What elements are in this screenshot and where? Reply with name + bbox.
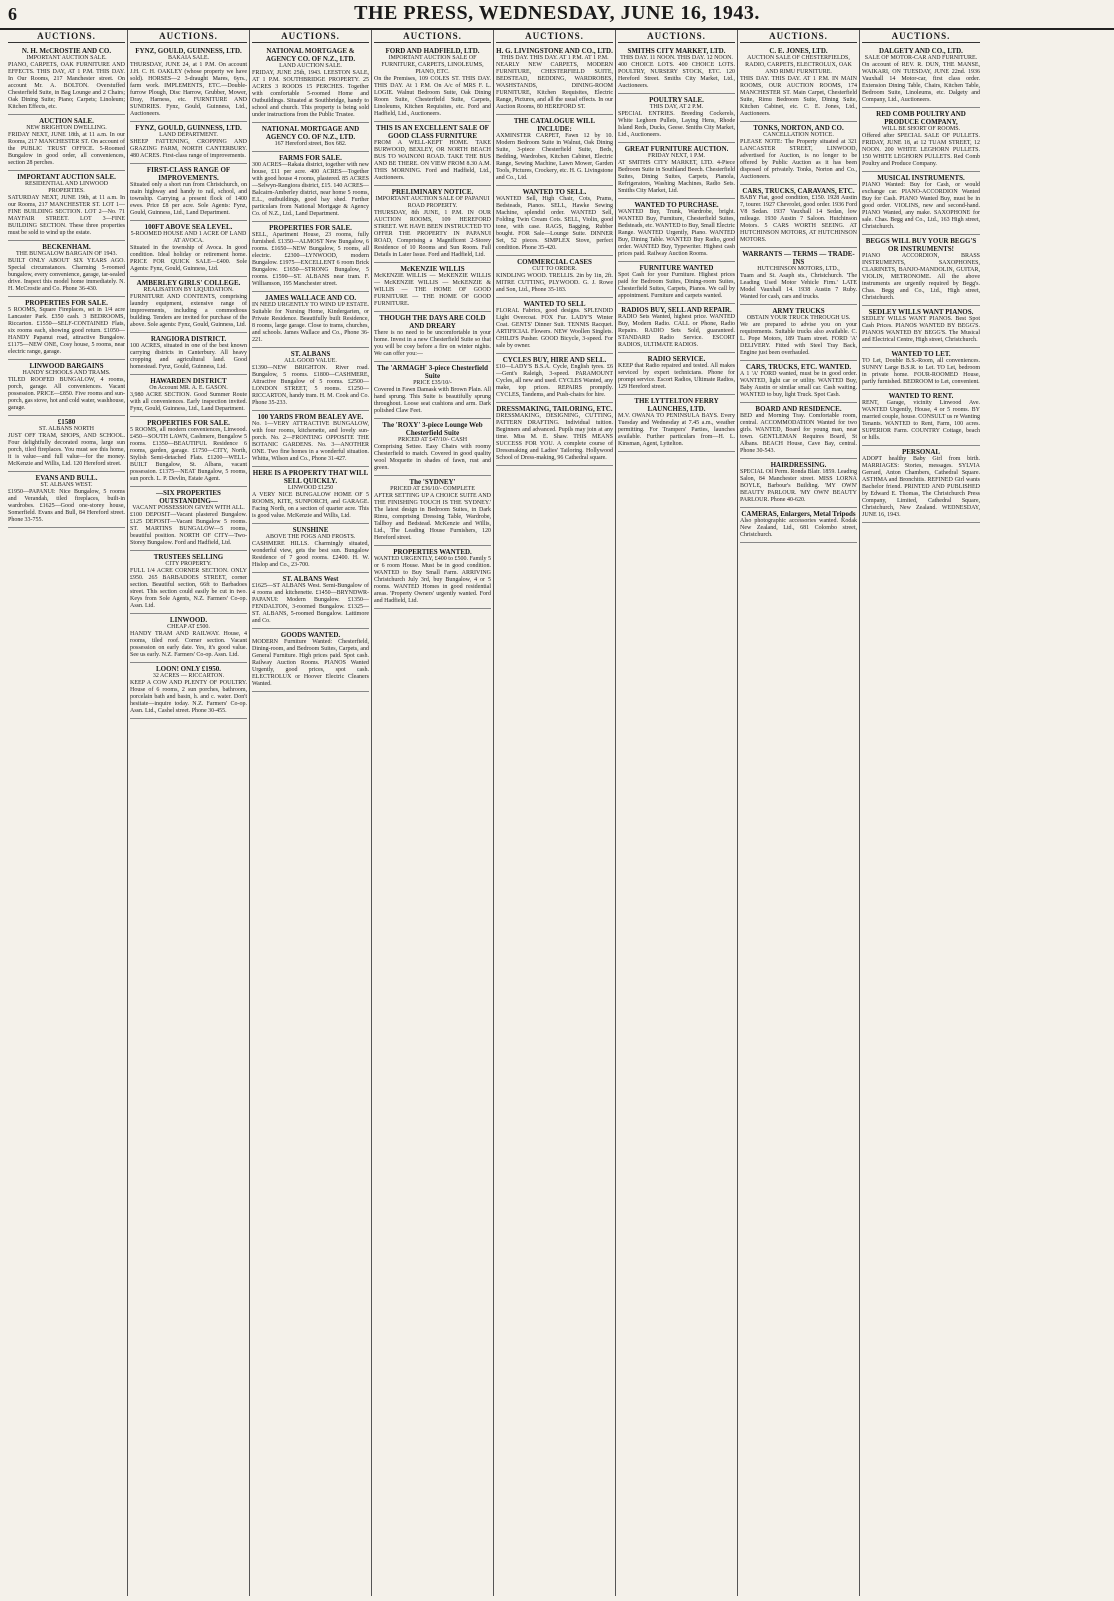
classified-ad: [130, 487, 247, 551]
ad-subheading: REALISATION BY LIQUIDATION.: [143, 287, 234, 293]
ad-heading: —SIX PROPERTIES OUTSTANDING—: [156, 489, 221, 505]
ad-body: SPECIAL ENTRIES. Breeding Cockerels, White Leghorn Pullets, Laying Hens, Rhode Island Reds, Ducks, Geese. Smiths City Market, Ltd., Auctioneers.: [618, 111, 735, 138]
ad-heading: HERE IS A PROPERTY THAT WILL SELL QUICKLY.: [252, 469, 369, 485]
ad-heading: BOARD AND RESIDENCE.: [755, 405, 842, 413]
ad-body: PIANO ACCORDION, BRASS INSTRUMENTS, SAXOPHONES, CLARINETS, BANJO-MANDOLIN, GUITAR, VIOLIN, METRONOME. All the above instruments are urgently required by Begg's. Chas. Begg and Co., Ltd., High street, Christchurch.: [862, 253, 980, 301]
ad-body: Situated in the township of Avoca. In good condition. Ideal holiday or retirement home. PRICE FOR QUICK SALE—£400. Sole Agents: Fynz, Gould, Guinness, Ltd.: [130, 245, 247, 272]
ad-heading: FYNZ, GOULD, GUINNESS, LTD.: [135, 124, 242, 132]
classified-ad: [252, 152, 369, 222]
ad-subheading: 5-ROOMED HOUSE AND 1 ACRE OF LAND AT AVOCA.: [130, 231, 247, 244]
ad-body: Offered after SPECIAL SALE OF PULLETS. FRIDAY, JUNE 18, at 12 TUAM STREET, 12 NOON. 200 WHITE LEGHORN PULLETS. 150 WHITE LEGHORN PULLETS. Red Comb Poultry and Produce Company.: [862, 133, 980, 167]
ad-subheading: LAND AUCTION SALE.: [279, 63, 342, 69]
ad-body: PIANO, CARPETS, OAK FURNITURE AND EFFECTS. THIS DAY, AT 1 P.M. THIS DAY. In Our Rooms, 217 Manchester street. On account Mr. A. BOLTON. Overstuffed Chesterfield Suite, in Bag Lounge and 2 Chairs; Oak Dining Suite; Piano; Carpets; Linoleum; Kitchen Effects, etc.: [8, 62, 125, 110]
ad-heading: TRUSTEES SELLING: [153, 553, 224, 561]
ad-heading: PROPERTIES FOR SALE.: [25, 299, 108, 307]
ad-subheading: On Account MR. A. E. GASON.: [149, 385, 228, 391]
column-heading: AUCTIONS.: [130, 30, 247, 43]
ad-heading: COMMERCIAL CASES: [517, 258, 592, 266]
ad-subheading: LAND DEPARTMENT.: [159, 132, 218, 138]
column-6: [616, 30, 738, 1596]
ad-heading: ST. ALBANS West: [282, 575, 339, 583]
classified-ad: [8, 416, 125, 472]
classified-ad: [740, 122, 857, 185]
ad-body: TO Let, Double B.S.-Room, all conveniences. SUNNY Large B.S.R. to Let. TO Let, bedroom in private home. FOUR-ROOMED House, partly furnished. BEDROOM to Let, convenient.: [862, 358, 980, 385]
classified-ad: [374, 362, 491, 419]
ad-body: THURSDAY, 8th JUNE, 1 P.M. IN OUR AUCTION ROOMS, 109 HEREFORD STREET. WE HAVE BEEN INSTRUCTED TO OFFER THE PROPERTY IN PAPANUI ROAD, Comprising a Magnificent 2-Storey Residence of 10 Rooms and Sun Room. Full Details in Later Issue. Ford and Hadfield, Ltd.: [374, 210, 491, 258]
ad-heading: WANTED TO SELL.: [522, 188, 587, 196]
classified-ad: [130, 221, 247, 277]
classified-ad: [618, 353, 735, 395]
ad-body: M.V. OWANA TO PENINSULA BAYS. Every Tuesday and Wednesday at 7.45 a.m., weather permitting. For Trampers' Parties, launches available. Further particulars from—H. L. Kinsman, Agent, Lyttelton.: [618, 413, 735, 447]
ad-heading: WARRANTS — TERMS — TRADE-INS: [742, 250, 855, 266]
ad-subheading: AUCTION SALE OF CHESTERFIELDS, RADIO, CARPETS, ELECTROLUX, OAK AND RIMU FURNITURE.: [745, 55, 852, 75]
ad-heading: PROPERTIES WANTED.: [393, 548, 472, 556]
classified-ad: [130, 551, 247, 614]
classified-ad: [740, 45, 857, 122]
page-number: 6: [8, 4, 17, 24]
classified-ad: [740, 185, 857, 248]
ad-body: TILED ROOFED BUNGALOW, 4 rooms, porch, garage. All conveniences. Vacant possession. PRICE—£850. Five rooms and sun-porch, gas stove, hot and cold water, washhouse, garage.: [8, 377, 125, 411]
ad-body: FRIDAY, JUNE 25th, 1943. LEESTON SALE, AT 1 P.M. SOUTHBRIDGE PROPERTY. 25 ACRES 3 ROODS 15 PERCHES. Together with comfortable 5-roomed Home and Outbuildings. Situated at Southbridge, handy to school and church. This property is being sold under instructions from the Public Trustee.: [252, 70, 369, 118]
ad-body: Comprising Settee. Easy Chairs with roomy Chesterfield to match. Covered in good quality wool Moquette in shades of fawn, rust and green.: [374, 444, 491, 471]
ad-body: FRIDAY NEXT, JUNE 18th, at 11 a.m. In our Rooms, 217 MANCHESTER ST. On account of the PUBLIC TRUST OFFICE. 5-Roomed Bungalow in good order, all conveniences, section 28 perches.: [8, 132, 125, 166]
ad-subheading: IMPORTANT AUCTION SALE.: [26, 55, 107, 61]
classified-ad: [496, 115, 613, 186]
ad-body: A VERY NICE BUNGALOW HOME OF 5 ROOMS, KITE, SUNPORCH, and GARAGE. Facing North, on a section of quarter acre. This is good value. McKenzie and Willis, Ltd.: [252, 492, 369, 519]
classified-ad: [862, 235, 980, 306]
classified-ad: [740, 403, 857, 459]
ad-heading: RED COMB POULTRY AND PRODUCE COMPANY,: [876, 110, 966, 126]
column-heading: AUCTIONS.: [862, 30, 980, 43]
ad-heading: CYCLES BUY, HIRE AND SELL.: [502, 356, 607, 364]
classified-ad: [130, 375, 247, 417]
classified-ad: [618, 395, 735, 452]
column-heading: AUCTIONS.: [740, 30, 857, 43]
classified-ad: [496, 45, 613, 115]
ad-body: 300 ACRES—Rakaia district, together with new house, £11 per acre. 400 ACRES—Together with good house 4 rooms, plastered. 85 ACRES—Selwyn-Rangiora district, £15. 140 ACRES—Balcairn-Amberley district, near home 5 rooms, E.L., outbuildings, good hay shed. Further particulars from National Mortgage & Agency Co. of N.Z., Ltd., Land Department.: [252, 162, 369, 217]
ad-body: 5 ROOMS, all modern conveniences, Linwood. £450—SOUTH LAWN, Cashmere, Bungalow 5 rooms. £1350—BEAUTIFUL Residence 6 rooms, garden, garage. £1750—CITY, North, Stylish Semi-detached Flats. £1200—WELL-BUILT Bungalow, St. Albans, vacant possession. £1375—NEAT Bungalow, 5 rooms, sun porch. L. P. Devlin, Estate Agent.: [130, 427, 247, 482]
classified-ad: [862, 172, 980, 235]
ad-subheading: PRICED AT £47/10/- CASH: [397, 437, 468, 443]
classified-ad: [740, 459, 857, 508]
ad-heading: HAIRDRESSING.: [770, 461, 827, 469]
classified-ad: [374, 546, 491, 609]
ad-body: AFTER SETTING UP A CHOICE SUITE AND THE FINISHING TOUCH IS THE 'SYDNEY.' The latest design in Bedroom Suites, in Dark Rimu, comprising Dressing Table, Wardrobe, Tallboy and Bedstead. McKenzie and Willis, Ltd., The Leading House Furnishers, 120 Hereford street.: [374, 493, 491, 541]
ad-heading: RANGIORA DISTRICT.: [150, 335, 227, 343]
classified-ad: [8, 45, 125, 115]
classified-ad: [862, 348, 980, 390]
classified-ad: [252, 222, 369, 292]
ad-subheading: WILL BE SHORT OF ROOMS.: [881, 126, 961, 132]
ad-heading: WANTED TO SELL: [523, 300, 586, 308]
ad-body: THIS DAY. THIS DAY. AT 1 P.M. IN MAIN ROOMS, OUR AUCTION ROOMS, 174 MANCHESTER ST. Main Carpet, Chesterfield Suite, Rimu Bedroom Suite, Dining Suite, Kitchen Cabinet, etc. C. E. Jones, Ltd., Auctioneers.: [740, 76, 857, 117]
classified-ad: [496, 256, 613, 298]
ad-heading: EVANS AND BULL.: [35, 474, 98, 482]
ad-subheading: CHEAP AT £500.: [167, 624, 210, 630]
ad-heading: WANTED TO RENT.: [888, 392, 954, 400]
classified-ad: [496, 186, 613, 256]
ad-heading: FIRST-CLASS RANGE OF IMPROVEMENTS.: [146, 166, 231, 182]
classified-ad: [862, 45, 980, 108]
ad-heading: DRESSMAKING, TAILORING, ETC.: [496, 405, 613, 413]
ad-subheading: FRIDAY NEXT, 1 P.M.: [647, 153, 706, 159]
ad-body: A 1 'A' FORD wanted, must be in good order. WANTED, light car or utility. WANTED Buy, Baby Austin or similar small car. Cash waiting. WANTED to buy, light Truck. Spot Cash.: [740, 371, 857, 398]
ad-subheading: RESIDENTIAL AND LINWOOD PROPERTIES.: [24, 181, 109, 194]
ad-heading: THOUGH THE DAYS ARE COLD AND DREARY: [379, 314, 486, 330]
classified-ad: [130, 333, 247, 375]
ad-body: On account of REV. R. DUN, THE MANSE, WAIKARI, ON TUESDAY, JUNE 22nd. 1936 Vauxhall 14 Motor-car, first class order. Extension Dining Table, Chairs, Kitchen Table, Bedroom Suite, Linoleums, etc. Dalgety and Company, Ltd., Auctioneers.: [862, 62, 980, 103]
column-3: [250, 30, 372, 1596]
classified-ad: [130, 122, 247, 164]
classified-ad: [8, 115, 125, 171]
newspaper-columns: [6, 30, 1108, 1596]
ad-body: There is no need to be uncomfortable in your home. Invest in a new Chesterfield Suite so that you will be cosy before a fire on winter nights. We can offer you:—: [374, 330, 491, 357]
ad-body: RADIO Sets Wanted, highest price. WANTED Buy, Modern Radio. CALL or Phone, Radio Repairs. RADIO Sets Sold, guaranteed. STANDARD Radio Service. ESCORT RADIOS, ULTIMATE RADIOS.: [618, 314, 735, 348]
ad-subheading: IMPORTANT AUCTION SALE OF FURNITURE, CARPETS, LINOLEUMS, PIANO, ETC.: [381, 55, 484, 75]
ad-body: CASHMERE HILLS. Charmingly situated, wonderful view, gets the best sun. Bungalow Residence of 7 good rooms. £2400. H. W. Hislop and Co., 23-700.: [252, 541, 369, 568]
classified-ad: [130, 164, 247, 221]
ad-heading: BEGGS WILL BUY YOUR BEGG'S OR INSTRUMENTS!: [865, 237, 977, 253]
ad-body: HANDY TRAM AND RAILWAY. House, 4 rooms, tiled roof. Corner section. Vacant possession on early date. Yes, it's good value. See us early. N.Z. Farmers' Co-op. Assn. Ltd.: [130, 631, 247, 658]
ad-heading: ARMY TRUCKS: [772, 307, 825, 315]
ad-heading: POULTRY SALE.: [649, 96, 704, 104]
ad-body: Spot Cash for your Furniture. Highest prices paid for Bedroom Suites, Dining-room Suites, Chesterfield Suites, Carpets, Pianos. We call by appointment. Furniture and carpets wanted.: [618, 272, 735, 299]
ad-subheading: THIS DAY, AT 2 P.M.: [649, 104, 704, 110]
ad-body: THURSDAY, JUNE 24, at 1 P.M. On account J.H. C. H. OAKLEY (whose property we have sold). HORSES—2 3-draught Mares, 6yrs., farm work. IMPLEMENTS, ETC.—Double-furrow Plough, Disc Harrow, Grubber, Mower, Dray, Harness, etc. FURNITURE AND SUNDRIES. Fynz, Gould, Guinness, Ltd., Auctioneers.: [130, 62, 247, 117]
classified-ad: [252, 573, 369, 629]
ad-heading: 100FT ABOVE SEA LEVEL.: [144, 223, 233, 231]
ad-body: BUILT ONLY ABOUT SIX YEARS AGO. Special circumstances. Charming 5-roomed bungalow, every convenience, garage, tar-sealed drive. Inspect this model home immediately. N. H. McCrostie and Co. Phone 36-430.: [8, 258, 125, 292]
classified-ad: [740, 508, 857, 543]
ad-body: WANTED URGENTLY, £400 to £500. Family 5 or 6 room House. Must be in good condition. WANTED to Buy Small Farm. ARRIVING Christchurch July 3rd, buy Bungalow, 4 or 5 rooms. WANTED Homes in good residential areas. 'Property Owners' urgently wanted. Ford and Hadfield, Ltd.: [374, 556, 491, 604]
ad-heading: THIS IS AN EXCELLENT SALE OF GOOD CLASS FURNITURE: [376, 124, 489, 140]
column-heading: AUCTIONS.: [496, 30, 613, 43]
ad-body: SATURDAY NEXT, JUNE 19th, at 11 a.m. In our Rooms, 217 MANCHESTER ST. LOT 1—FINE BUILDING SECTION. LOT 2—No. 71 MAYFAIR STREET. LOT 3—FINE BUILDING SECTION. These three properties must be sold to wind up the estate.: [8, 195, 125, 236]
classified-ad: [496, 298, 613, 354]
ad-heading: LOON! ONLY £1950.: [155, 665, 222, 673]
ad-subheading: THIS DAY. 11 NOON. THIS DAY. 12 NOON.: [620, 55, 733, 61]
ad-subheading: CITY PROPERTY.: [165, 561, 212, 567]
newspaper-title: THE PRESS, WEDNESDAY, JUNE 16, 1943.: [354, 2, 760, 24]
ad-body: FULL 1/4 ACRE CORNER SECTION. ONLY £950. 265 BARBADOES STREET, corner section. Beautiful section, 66ft to Barbadoes street. This section could easily be cut in two. Keys from Sole Agents, N.Z. Farmers' Co-op. Assn. Ltd.: [130, 568, 247, 609]
column-1: [6, 30, 128, 1596]
ad-subheading: SALE OF MOTOR-CAR AND FURNITURE.: [864, 55, 978, 61]
ad-heading: WANTED TO PURCHASE.: [634, 201, 719, 209]
ad-body: McKENZIE WILLIS — McKENZIE WILLIS — McKENZIE WILLIS — McKENZIE & WILLIS — THE HOME OF GOOD FURNITURE — THE HOME OF GOOD FURNITURE.: [374, 273, 491, 307]
ad-heading: FARMS FOR SALE.: [279, 154, 342, 162]
ad-heading: IMPORTANT AUCTION SALE.: [17, 173, 116, 181]
ad-body: £1950—PAPANUI: Nice Bungalow, 5 rooms and Verandah, tiled fireplaces, built-in wardrobes. £1625—Good one-storey house, Somerfield. Evans and Bull, 84 Hereford street. Phone 33-755.: [8, 489, 125, 523]
ad-heading: CARS, TRUCKS, ETC. WANTED.: [745, 363, 852, 371]
classified-ad: [618, 199, 735, 262]
ad-subheading: 167 Hereford street, Box 682.: [274, 141, 347, 147]
ad-body: NEARLY NEW CARPETS, MODERN FURNITURE, CHESTERFIELD SUITE, BEDSTEAD, BEDDING, WARDROBES, WASHSTANDS, DINING-ROOM FURNITURE, Kitchen Requisites, Electric Range, Pictures, and all the usual effects. In our Auction Rooms, 80 HEREFORD ST.: [496, 62, 613, 110]
ad-subheading: CANCELLATION NOTICE.: [763, 132, 834, 138]
ad-subheading: BAKAIA SALE.: [167, 55, 209, 61]
ad-body: 3,980 ACRE SECTION. Good Summer Route with all conveniences. Early inspection invited. Fynz, Gould, Guinness, Ltd., Land Department.: [130, 392, 247, 412]
ad-subheading: IN NEED URGENTLY TO WIND UP ESTATE.: [252, 302, 369, 308]
ad-body: PLEASE NOTE: The Property situated at 321 LANCASTER STREET, LINWOOD, advertised for Auction, is no longer to be offered by Public Auction as it has been disposed of privately. Tonks, Norton and Co., Auctioneers.: [740, 139, 857, 180]
ad-heading: C. E. JONES, LTD.: [769, 47, 828, 55]
ad-body: BABY Fiat, good condition, £150. 1928 Austin 7, tourer. 1927 Chevrolet, good order. 1936 Ford V8 Sedan. 1937 Vauxhall 14 Sedan, low mileage. 1930 Austin 7 Saloon. Hutchinson Motors. 5 CARS WORTH SEEING. AT HUTCHINSON MOTORS, AT HUTCHINSON MOTORS.: [740, 195, 857, 243]
ad-body: WANTED Buy, Trunk, Wardrobe, bright. WANTED Buy, Furniture, Chesterfield Suites, Bedsteads, etc. WANTED to Buy, Small Electric Range. WANTED Urgently, Piano. WANTED Buy, Dining Table. WANTED Buy Radio, good order. WANTED Buy, Typewriter. Highest cash prices paid. Railway Auction Rooms.: [618, 209, 735, 257]
ad-subheading: 32 ACRES — RICCARTON.: [152, 673, 225, 679]
ad-heading: AMBERLEY GIRLS' COLLEGE.: [136, 279, 241, 287]
ad-body: SHEEP FATTENING, CROPPING AND GRAZING FARM, NORTH CANTERBURY. 480 ACRES. First-class range of improvements.: [130, 139, 247, 159]
classified-ad: [252, 629, 369, 692]
classified-ad: [8, 297, 125, 360]
ad-body: SELL, Apartment House, 23 rooms, fully furnished. £1350—ALMOST New Bungalow, 6 rooms. £1650—NEW Bungalow, 5 rooms, all electric. £2300—LYNWOOD, modern Bungalow. £1975—EXCELLENT 6 room Brick Bungalow. £1650—STRONG Bungalow, 5 rooms. £1590—ST. ALBANS near tram. F. Williamson, 195 Manchester street.: [252, 232, 369, 287]
ad-heading: The 'ARMAGH' 3-piece Chesterfield Suite: [376, 364, 488, 380]
classified-ad: [374, 263, 491, 312]
ad-body: KEEP that Radio repaired and tested. All makes serviced by expert technicians. Phone for prompt service. Escort Radios, Ultimate Radios, 129 Hereford street.: [618, 363, 735, 390]
ad-body: DRESSMAKING, DESIGNING, CUTTING, PATTERN DRAFTING. Individual tuition. Beginners and advanced. Pupils may join at any time. Miss M. E. Shaw. THIS MEANS SUCCESS FOR YOU. A complete course of Dressmaking and Ladies' Tailoring. Hollywood School of Dress-making, 96 Cathedral square.: [496, 413, 613, 461]
masthead: [0, 0, 1114, 30]
ad-subheading: ABOVE THE FOGS AND FROSTS.: [265, 534, 356, 540]
ad-heading: PRELIMINARY NOTICE.: [391, 188, 474, 196]
ad-body: RENT, Garage, vicinity Linwood Ave. WANTED Urgently, House, 4 or 5 rooms. BY married couple, house. CONSULT us re Wanting Tenants. WANTED to Rent, Farm, 100 acres. SUPERIOR Farm. COUNTRY Cottage, beach or hills.: [862, 400, 980, 441]
classified-ad: [374, 476, 491, 546]
ad-body: Situated only a short run from Christchurch, on main highway and handy to rail, school, and township. Carrying a present flock of 1400 ewes. Price £8 per acre. Sole Agents: Fynz, Gould, Guinness, Ltd., Land Department.: [130, 182, 247, 216]
column-heading: AUCTIONS.: [618, 30, 735, 43]
classified-ad: [252, 123, 369, 152]
classified-ad: [618, 143, 735, 199]
ad-subheading: THE BUNGALOW BARGAIN OF 1943.: [15, 251, 118, 257]
ad-body: ADOPT healthy Baby Girl from birth. MARRIAGES: Stories, messages. SYLVIA Gerrard, Anton Chambers, Cathedral Square. ASTHMA and Bronchitis. REFINED Girl wants Bachelor friend. PRINTED AND PUBLISHED by Edward E. Thomas, The Christchurch Press Company, Limited, Cathedral Square, Christchurch, New Zealand. WEDNESDAY, JUNE 16, 1943.: [862, 456, 980, 518]
ad-heading: FORD AND HADFIELD, LTD.: [385, 47, 480, 55]
ad-heading: ST. ALBANS: [290, 350, 331, 358]
classified-ad: [252, 348, 369, 411]
ad-heading: NATIONAL MORTGAGE & AGENCY CO. OF N.Z., LTD.: [265, 47, 356, 63]
ad-heading: GREAT FURNITURE AUCTION.: [624, 145, 729, 153]
classified-ad: [374, 186, 491, 263]
ad-body: We are prepared to advise you on your requirements. Suitable trucks also available. C. L. Pope Motors, 189 Tuam street. FORD 'A' DELIVERY. Fitted with Steel Tray Back, Engine just been overhauled.: [740, 322, 857, 356]
classified-ad: [740, 361, 857, 403]
classified-ad: [130, 614, 247, 663]
ad-subheading: ST. ALBANS NORTH: [38, 426, 95, 432]
ad-heading: The 'ROXY' 3-piece Lounge Web Chesterfield Suite: [382, 421, 483, 437]
ad-body: KINDLING WOOD. TRELLIS. 2in by 1in, 2ft. MITRE CUTTING, PLYWOOD. G. J. Rowe and Son, Ltd., Phone 35-183.: [496, 273, 613, 293]
classified-ad: [252, 292, 369, 348]
classified-ad: [496, 403, 613, 466]
ad-body: FROM A WELL-KEPT HOME. TAKE BURWOOD, BEXLEY, OR NORTH BEACH BUS TO WAINONI ROAD. TAKE THE BUS AND BE THERE. ON VIEW FROM 8.30 A.M. THIS MORNING. Ford and Hadfield, Ltd., Auctioneers.: [374, 140, 491, 181]
column-heading: AUCTIONS.: [374, 30, 491, 43]
ad-body: BED and Morning Tray. Comfortable room, central. ACCOMMODATION Wanted for two girls. WANTED, Board for young man, near town. GENTLEMAN Requires Board, St Albans. BEACH House, Cave Bay, central. Phone 30-543.: [740, 413, 857, 454]
ad-subheading: HUTCHINSON MOTORS, LTD.,: [757, 266, 840, 272]
classified-ad: [862, 446, 980, 523]
column-heading: AUCTIONS.: [252, 30, 369, 43]
column-5: [494, 30, 616, 1596]
ad-body: PIANO Wanted: Buy for Cash, or would exchange car. PIANO-ACCORDION Wanted Buy for Cash. PIANO Wanted Buy, must be in good order. VIOLINS, new and second-hand. PIANO Wanted, any make. SAXOPHONE for sale. Chas. Begg and Co., Ltd., 163 High street, Christchurch.: [862, 182, 980, 230]
ad-subheading: THIS DAY. THIS DAY. AT 1 P.M. AT 1 P.M.: [500, 55, 609, 61]
ad-heading: BECKENHAM.: [42, 243, 91, 251]
ad-heading: FURNITURE WANTED: [639, 264, 714, 272]
classified-ad: [374, 312, 491, 362]
ad-heading: THE LYTTELTON FERRY LAUNCHES, LTD.: [634, 397, 719, 413]
classified-ad: [8, 472, 125, 528]
classified-ad: [8, 171, 125, 241]
ad-heading: H. G. LIVINGSTONE AND CO., LTD.: [496, 47, 613, 55]
ad-body: £1390—NEW BRIGHTON. River road. Bungalow, 5 rooms. £1800—CASHMERE, Attractive Bungalow of 5 rooms. £2500—LONDON STREET, 5 rooms. £1250—RICCARTON, handy tram. H. M. Cook and Co. Phone 35-233.: [252, 365, 369, 406]
ad-heading: PERSONAL: [901, 448, 941, 456]
classified-ad: [252, 45, 369, 123]
classified-ad: [374, 122, 491, 186]
classified-ad: [618, 304, 735, 353]
column-2: [128, 30, 250, 1596]
ad-body: No. 1—VERY ATTRACTIVE BUNGALOW, with four rooms, kitchenette, and lovely sun-porch. No. 2—FRONTING OPPOSITE THE BOTANIC GARDENS. No. 3—ANOTHER ONE. Two fine homes in a wonderful situation. Whitta, Wilson and Co., Phone 31-427.: [252, 421, 369, 462]
ad-body: £100 DEPOSIT—Vacant plastered Bungalow. £125 DEPOSIT—Vacant Bungalow 5 rooms. ST. MARTINS BUNGALOW—5 rooms, beautiful position. NORTH OF CITY—Two-Storey Bungalow. Ford and Hadfield, Ltd.: [130, 512, 247, 546]
classified-ad: [130, 45, 247, 122]
ad-heading: CARS, TRUCKS, CARAVANS, ETC.: [742, 187, 855, 195]
ad-body: 400 CHOICE LOTS. 400 CHOICE LOTS. POULTRY, NURSERY STOCK, ETC. 120 Hereford Street. Smiths City Market, Ltd., Auctioneers.: [618, 62, 735, 89]
ad-heading: CAMERAS, Enlargers, Metal Tripods: [741, 510, 856, 518]
ad-body: JUST OFF TRAM, SHOPS, AND SCHOOL. Four delightfully decorated rooms, large sun porch, tiled fireplaces. You must see this home, it is value—and full value—for the money. McKenzie and Willis, Ltd. 120 Hereford street.: [8, 433, 125, 467]
ad-heading: The 'SYDNEY': [409, 478, 456, 486]
ad-body: FURNITURE AND CONTENTS, comprising laundry equipment, extensive range of improvements, including a commodious building. Tenders are invited for purchase of the above. Sole agents: Fynz, Gould, Guinness, Ltd.: [130, 294, 247, 328]
ad-body: 5 ROOMS, Square Fireplaces, set in 1/4 acre Lancaster Park. £350 cash. 3 BEDROOMS, Riccarton. £1550—SELF-CONTAINED Flats, six rooms each, showing good return. £1050—HANDY Papanui road, attractive Bungalow. £1175—NEW ONE, Cosy house, 5 rooms, near electric range, garage.: [8, 307, 125, 355]
classified-ad: [8, 241, 125, 297]
ad-heading: SEDLEY WILLS WANT PIANOS.: [868, 308, 974, 316]
classified-ad: [740, 305, 857, 361]
ad-subheading: NEW BRIGHTON DWELLING.: [26, 125, 107, 131]
ad-heading: LINWOOD.: [169, 616, 208, 624]
ad-subheading: CUT TO ORDER.: [532, 266, 577, 272]
ad-body: £10—LADY'S B.S.A. Cycle, English tyres. £6—Gent's Raleigh, 3-speed. PARAMOUNT Cycles, all new and used. CYCLES Wanted, any make, top prices. REPAIRS promptly. CYCLES, Tandems, and Push-chairs for hire.: [496, 364, 613, 398]
ad-body: KEEP A COW AND PLENTY OF POULTRY. House of 6 rooms, 2 sun porches, bathroom, porcelain bath and basin, h. and c. water. Don't hesitate—inquire today. N.Z. Farmers' Co-op. Assn. Ltd., Cashel street. Phone 30-455.: [130, 680, 247, 714]
ad-subheading: HANDY SCHOOLS AND TRAMS.: [22, 370, 111, 376]
classified-ad: [862, 108, 980, 172]
ad-body: £1625—ST ALBANS West. Semi-Bungalow of 4 rooms and kitchenette. £1450—BRYNDWR-PAPANUI: Modern Bungalow. £1350—FENDALTON, 3-roomed Bungalow. £1325—ST. ALBANS, 5-roomed Bungalow. Lattimore and Co.: [252, 583, 369, 624]
ad-heading: WANTED TO LET.: [891, 350, 951, 358]
ad-heading: SMITHS CITY MARKET, LTD.: [627, 47, 726, 55]
classified-ad: [618, 45, 735, 94]
ad-subheading: OBTAIN YOUR TRUCK THROUGH US.: [746, 315, 851, 321]
ad-body: Tuam and St. Asaph sts., Christchurch. 'The Leading Used Motor Vehicle Firm.' LATE Model Vauxhall 14. 1938 Austin 7 Ruby. Wanted for cash, cars and trucks.: [740, 273, 857, 300]
column-heading: AUCTIONS.: [8, 30, 125, 43]
classified-ad: [618, 262, 735, 304]
ad-heading: 100 YARDS FROM BEALEY AVE.: [257, 413, 364, 421]
classified-ad: [130, 277, 247, 333]
classified-ad: [130, 417, 247, 487]
classified-ad: [252, 524, 369, 573]
classified-ad: [862, 390, 980, 446]
ad-heading: MUSICAL INSTRUMENTS.: [877, 174, 965, 182]
ad-heading: HAWARDEN DISTRICT: [150, 377, 227, 385]
ad-body: Covered in Fawn Damask with Brown Plain. All hand sprung. This Suite is beautifully sprung throughout. Loose seat cushions and arm. Dark polished Claw Feet.: [374, 387, 491, 414]
ad-body: SPECIAL Oil Perm. Ronda Blair. 1859. Leading Salon, 84 Manchester street. MISS LORNA BOYLE, Barbour's Building. 'MY OWN' BEAUTY PARLOUR. 'MY OWN' BEAUTY PARLOUR. Phone 40-620.: [740, 469, 857, 503]
ad-subheading: ALL GOOD VALUE.: [284, 358, 337, 364]
ad-heading: NATIONAL MORTGAGE AND AGENCY CO. OF N.Z., LTD.: [261, 125, 360, 141]
classified-ad: [252, 411, 369, 467]
classified-ad: [740, 248, 857, 305]
ad-body: AT SMITHS CITY MARKET, LTD. 4-Piece Bedroom Suite in Southland Beech. Chesterfield Suites, Dining Suites, Carpets, Pianola, Refrigerators, Washing Machines, Radio Sets. Smiths City Market, Ltd.: [618, 160, 735, 194]
classified-ad: [252, 467, 369, 524]
classified-ad: [8, 360, 125, 416]
ad-heading: FYNZ, GOULD, GUINNESS, LTD.: [135, 47, 242, 55]
ad-body: Also photographic accessories wanted. Kodak New Zealand, Ltd., 681 Colombo street, Christchurch.: [740, 518, 857, 538]
ad-heading: SUNSHINE: [292, 526, 329, 534]
ad-heading: GOODS WANTED.: [280, 631, 341, 639]
ad-body: On the Premises, 109 COLES ST. THIS DAY. THIS DAY. At 1 P.M. On A/c of MRS F. L. LOGIE. Walnut Bedroom Suite, Oak Dining Room Suite, Chesterfield Suite, Carpets, Linoleums, Kitchen Requisites, etc. Ford and Hadfield, Ltd., Auctioneers.: [374, 76, 491, 117]
ad-heading: JAMES WALLACE AND CO.: [264, 294, 357, 302]
classified-ad: [374, 419, 491, 476]
ad-heading: LINWOOD BARGAINS: [29, 362, 104, 370]
ad-subheading: VACANT POSSESSION GIVEN WITH ALL.: [132, 505, 245, 511]
ad-subheading: PRICED AT £36/10/- COMPLETE: [390, 486, 475, 492]
ad-heading: £1580: [57, 418, 76, 426]
ad-heading: PROPERTIES FOR SALE.: [147, 419, 230, 427]
classified-ad: [618, 94, 735, 143]
classified-ad: [130, 663, 247, 719]
ad-body: Suitable for Nursing Home, Kindergarten, or Private Residence. Beautifully built Residence, 8 rooms, large garage. Close to trams, churches, and schools. James Wallace and Co., Phone 36-221.: [252, 309, 369, 343]
ad-subheading: IMPORTANT AUCTION SALE OF PAPANUI ROAD PROPERTY.: [375, 196, 490, 209]
ad-subheading: LINWOOD £1250: [287, 485, 334, 491]
ad-heading: AUCTION SALE.: [39, 117, 94, 125]
ad-heading: McKENZIE WILLIS: [400, 265, 465, 273]
column-8: [860, 30, 982, 1596]
ad-heading: RADIO SERVICE.: [647, 355, 706, 363]
classified-ad: [374, 45, 491, 122]
ad-body: WANTED Sell, High Chair, Cots, Prams, Bedsteads, Pianos. SELL, Hawke Sewing Machine, splendid order. WANTED Sell, Folding Twin Cream Cots. SELL, Violin, good tone, with case. RAGS, Bagging, Rubber bought. FOR Sale—Lounge Suite. DINNER Set, 52 pieces. SIMPLEX Stove, perfect condition. Phone 35-420.: [496, 196, 613, 251]
ad-body: SEDLEY WILLS WANT PIANOS. Best Spot Cash Prices. PIANOS WANTED BY BEGG'S. PIANOS WANTED BY BEGG'S. The Musical and Electrical Centre, High street, Christchurch.: [862, 316, 980, 343]
classified-ad: [496, 354, 613, 403]
classified-ad: [862, 306, 980, 348]
ad-body: FLORAL Fabrics, good designs. SPLENDID Light Overcoat. FOX Fur. LADY'S Winter Coat. GENTS' Dinner Suit. TENNIS Racquet. ARTIFICIAL Flowers. NEW Woollen Singlets. CHILD'S Pusher. GOOD Bicycle, 3-speed. For sale by owner.: [496, 308, 613, 349]
ad-heading: RADIOS BUY, SELL AND REPAIR.: [621, 306, 732, 314]
ad-body: AXMINSTER CARPET, Fawn 12 by 10. Modern Bedroom Suite in Walnut, Oak Dining Suite, 3-piece Chesterfield Suite, Beds, Bedding, Wardrobes, Kitchen Cabinet, Electric Range, Sewing Machine, Lawn Mower, Garden Tools, Pictures, Crockery, etc. H. G. Livingstone and Co., Ltd.: [496, 133, 613, 181]
ad-subheading: ST. ALBANS WEST.: [40, 482, 93, 488]
column-7: [738, 30, 860, 1596]
column-4: [372, 30, 494, 1596]
ad-heading: DALGETY AND CO., LTD.: [879, 47, 963, 55]
ad-body: MODERN Furniture Wanted: Chesterfield, Dining-room, and Bedroom Suites, Carpets, and General Furniture. High prices paid. Spot cash. Railway Auction Rooms. PIANOS Wanted Urgently, good prices, spot cash. ELECTROLUX or Hoover Electric Cleaners Wanted.: [252, 639, 369, 687]
ad-body: 100 ACRES, situated in one of the best known carrying districts in Canterbury. All heavy cropping and agricultural land. Good homestead. Fynz, Gould, Guinness, Ltd.: [130, 343, 247, 370]
ad-heading: THE CATALOGUE WILL INCLUDE:: [513, 117, 596, 133]
ad-heading: N. H. McCROSTIE AND CO.: [21, 47, 112, 55]
ad-subheading: PRICE £35/10/-: [413, 380, 452, 386]
ad-heading: PROPERTIES FOR SALE.: [269, 224, 352, 232]
ad-heading: TONKS, NORTON, AND CO.: [753, 124, 844, 132]
